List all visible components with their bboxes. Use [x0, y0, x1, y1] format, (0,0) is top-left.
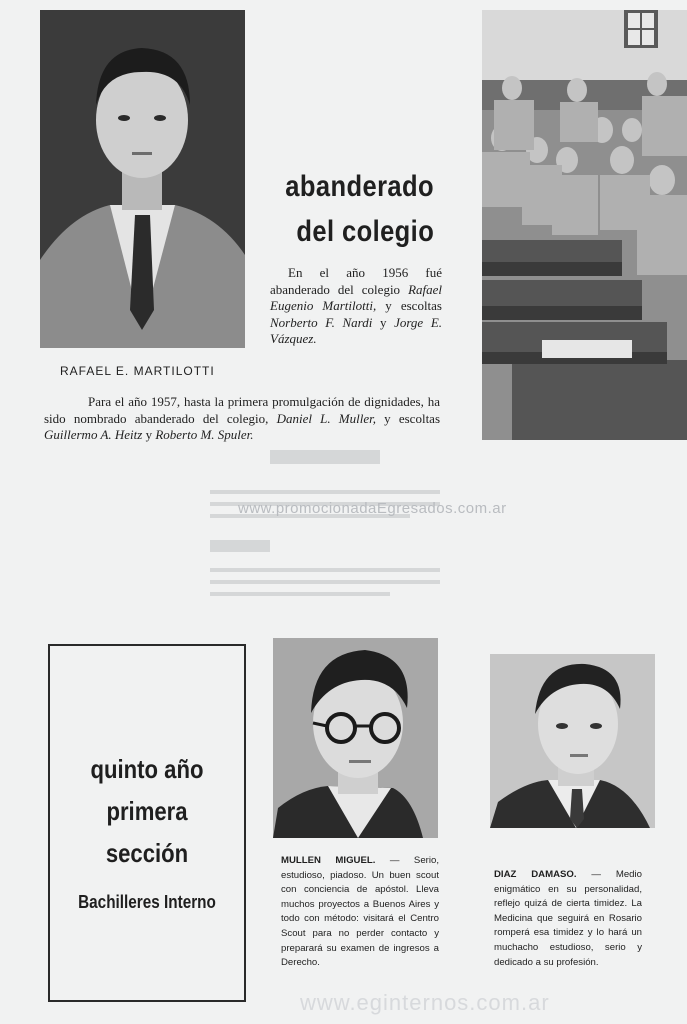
- headline-line-1: abanderado: [285, 170, 434, 203]
- portrait-photo-martilotti: [40, 10, 245, 348]
- announcement-name-1: Daniel L. Muller,: [276, 410, 376, 426]
- section-line-3: sección: [105, 838, 189, 868]
- page-bleed-through: [210, 450, 440, 610]
- announcement-name-3: Roberto M. Spuler.: [155, 427, 254, 443]
- bio-text: — Serio, estudioso, piadoso. Un buen scout con conciencia de apóstol. Lleva muchos proyectos a Buenos Aires y todo con método: visitará el Centro Scout para no perder contacto y preparará su examen de ingresos a Derecho.: [281, 855, 439, 969]
- portrait-photo-mullen: [273, 638, 438, 838]
- section-title-box: [48, 644, 246, 1002]
- portrait-photo-diaz: [490, 654, 655, 828]
- intro-name-2: Norberto F. Nardi: [270, 314, 373, 330]
- announcement-name-2: Guillermo A. Heitz: [44, 427, 143, 443]
- bio-text: — Medio enigmático en su personalidad, reflejo quizá de cierta timidez. La Medicina que seguirá en Rosario romperá esa timidez y lo hará un muchacho estudioso, serio y dedicado a su profesión.: [494, 869, 642, 968]
- intro-paragraph: En el año 1956 fué abanderado del colegio Rafael Eugenio Martilotti, y escoltas Norberto F. Nardi y Jorge E. Vázquez.: [270, 265, 443, 347]
- bio-name: DIAZ DAMASO.: [494, 869, 577, 880]
- portrait-caption: RAFAEL E. MARTILOTTI: [60, 364, 215, 378]
- intro-name-1: Rafael Eugenio Martilotti,: [270, 281, 442, 314]
- bio-name: MULLEN MIGUEL.: [281, 855, 376, 866]
- section-line-4: Bachilleres Interno: [78, 892, 216, 912]
- intro-name-3: Jorge E. Vázquez.: [270, 314, 443, 347]
- bio-mullen: [281, 854, 439, 971]
- section-line-2: primera: [106, 796, 188, 826]
- classroom-photo: [482, 10, 687, 440]
- bio-diaz: [494, 868, 642, 970]
- announcement-paragraph: Para el año 1957, hasta la primera promulgación de dignidades, ha sido nombrado abanderado del colegio, Daniel L. Muller, y escoltas Guillermo A. Heitz y Roberto M. Spuler.: [44, 394, 441, 443]
- watermark: www.promocionadaEgresados.com.ar: [238, 500, 507, 517]
- watermark-bottom: www.eginternos.com.ar: [300, 990, 550, 1015]
- headline-line-2: del colegio: [296, 215, 434, 248]
- section-line-1: quinto año: [90, 754, 204, 784]
